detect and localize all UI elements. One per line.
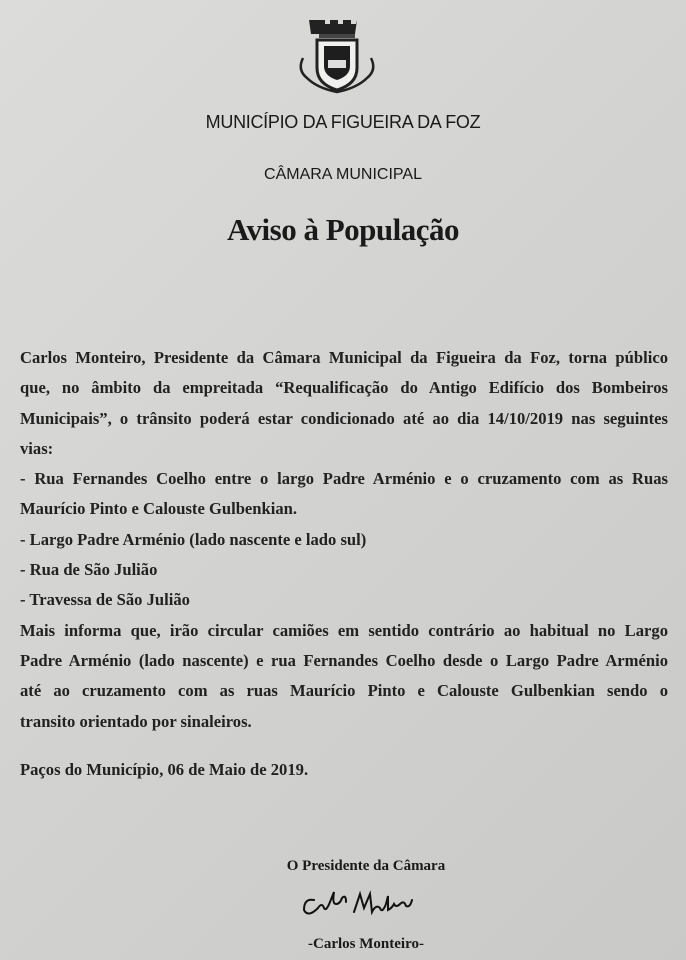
body-line: - Rua de São Julião bbox=[20, 560, 158, 580]
body-line: transito orientado por sinaleiros. bbox=[20, 711, 252, 731]
body-line: vias: bbox=[20, 438, 54, 458]
notice-body bbox=[20, 343, 668, 737]
body-line: Maurício Pinto e Calouste Gulbenkian. bbox=[20, 499, 298, 519]
body-line: - Travessa de São Julião bbox=[20, 590, 190, 610]
municipal-crest-logo bbox=[295, 14, 379, 96]
handwritten-signature bbox=[300, 888, 430, 922]
body-line: Mais informa que, irão circular camiões em sentido contrário ao habitual no Largo bbox=[20, 620, 668, 640]
body-line: Municipais”, o trânsito poderá estar condicionado até ao dia 14/10/2019 nas seguintes bbox=[20, 408, 668, 428]
body-line: Padre Arménio (lado nascente) e rua Fernandes Coelho desde o Largo Padre Arménio bbox=[20, 650, 668, 670]
body-line: que, no âmbito da empreitada “Requalificação do Antigo Edifício dos Bombeiros bbox=[20, 378, 668, 398]
notice-title: Aviso à População bbox=[226, 212, 460, 247]
council-name: CÂMARA MUNICIPAL bbox=[264, 166, 422, 183]
date-line: Paços do Município, 06 de Maio de 2019. bbox=[20, 760, 309, 779]
municipality-name: MUNICÍPIO DA FIGUEIRA DA FOZ bbox=[205, 112, 481, 132]
signatory-role: O Presidente da Câmara bbox=[286, 858, 446, 874]
body-line: Carlos Monteiro, Presidente da Câmara Municipal da Figueira da Foz, torna público bbox=[20, 348, 668, 367]
body-line: - Largo Padre Arménio (lado nascente e lado sul) bbox=[20, 529, 367, 549]
body-line: até ao cruzamento com as ruas Maurício Pinto e Calouste Gulbenkian sendo o bbox=[20, 681, 668, 701]
signatory-name: -Carlos Monteiro- bbox=[308, 936, 424, 952]
body-line: - Rua Fernandes Coelho entre o largo Padre Arménio e o cruzamento com as Ruas bbox=[20, 469, 668, 489]
